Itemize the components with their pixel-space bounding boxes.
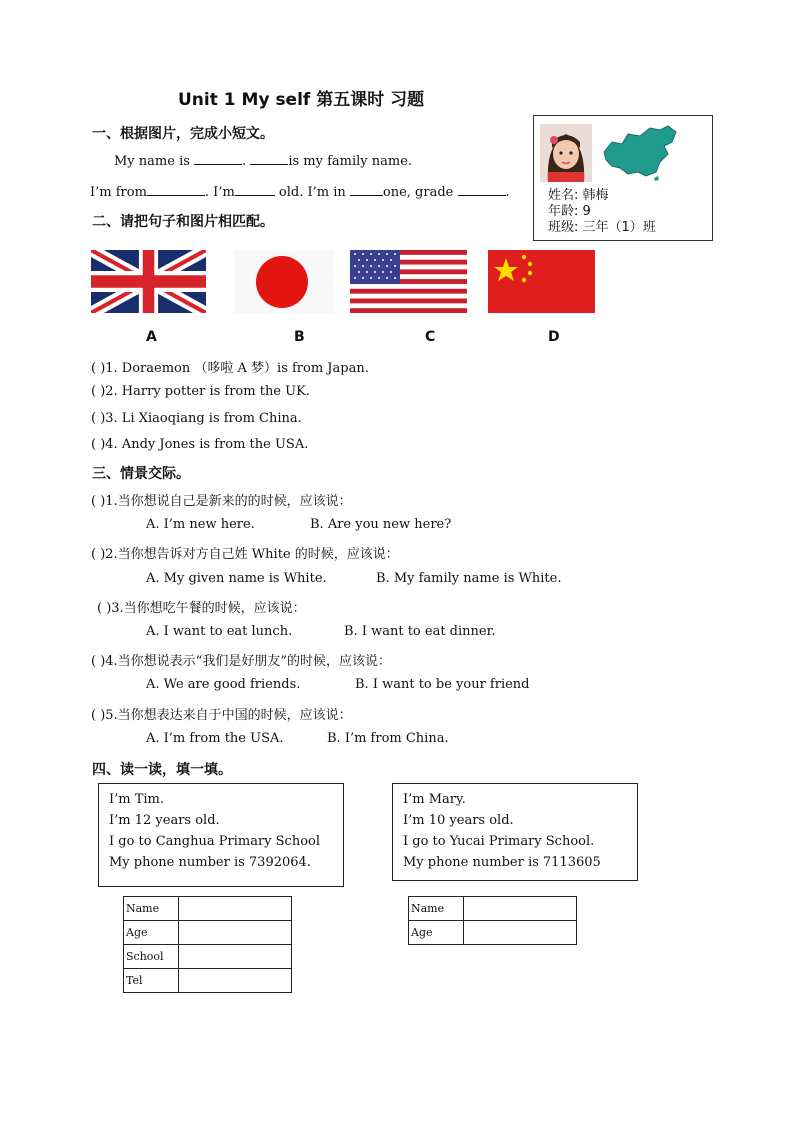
match-item-1[interactable]: ( )1. Doraemon （哆啦 A 梦）is from Japan. xyxy=(91,361,369,376)
section-3-heading: 三、情景交际。 xyxy=(92,466,190,482)
question-5[interactable]: ( )5.当你想表达来自于中国的时候，应该说： xyxy=(91,708,352,723)
question-3[interactable]: ( )3.当你想吃午餐的时候，应该说： xyxy=(97,601,306,616)
tim-line: My phone number is 7392064. xyxy=(109,855,311,870)
flag-letter-c: C xyxy=(425,329,436,345)
s1-text: My name is xyxy=(114,154,190,169)
q5-option-b: B. I’m from China. xyxy=(327,731,449,746)
s1-text: is my family name. xyxy=(288,154,413,169)
blank-field[interactable] xyxy=(194,152,242,165)
flag-letter-b: B xyxy=(294,329,305,345)
mary-fill-table xyxy=(408,896,577,945)
table-row xyxy=(124,897,292,921)
question-2[interactable]: ( )2.当你想告诉对方自己姓 White 的时候，应该说： xyxy=(91,547,399,562)
section-1-heading: 一、根据图片，完成小短文。 xyxy=(92,126,274,142)
answer-cell[interactable] xyxy=(179,945,292,969)
tim-line: I’m Tim. xyxy=(109,792,165,807)
q4-option-a: A. We are good friends. xyxy=(146,677,301,692)
q4-option-b: B. I want to be your friend xyxy=(355,677,530,692)
profile-name: 姓名: 韩梅 xyxy=(548,188,609,203)
table-label: Name xyxy=(409,897,464,921)
section-4-heading: 四、读一读，填一填。 xyxy=(92,762,232,778)
table-row xyxy=(124,969,292,993)
mary-line: I go to Yucai Primary School. xyxy=(403,834,595,849)
tim-line: I go to Canghua Primary School xyxy=(109,834,321,849)
blank-field[interactable] xyxy=(147,183,205,196)
q2-option-a: A. My given name is White. xyxy=(146,571,327,586)
s1-text: old. I’m in xyxy=(278,185,346,200)
usa-flag-icon xyxy=(350,250,467,313)
table-label: Age xyxy=(124,921,179,945)
table-label: Age xyxy=(409,921,464,945)
blank-field[interactable] xyxy=(458,183,506,196)
table-label: Tel xyxy=(124,969,179,993)
answer-cell[interactable] xyxy=(179,921,292,945)
s1-line-2 xyxy=(90,183,510,200)
table-row xyxy=(124,945,292,969)
mary-line: I’m 10 years old. xyxy=(403,813,514,828)
match-item-4[interactable]: ( )4. Andy Jones is from the USA. xyxy=(91,437,309,452)
profile-age: 年龄: 9 xyxy=(548,204,591,219)
table-row xyxy=(409,921,577,945)
question-1[interactable]: ( )1.当你想说自己是新来的的时候，应该说： xyxy=(91,494,352,509)
q3-option-b: B. I want to eat dinner. xyxy=(344,624,496,639)
blank-field[interactable] xyxy=(350,183,383,196)
answer-cell[interactable] xyxy=(464,897,577,921)
answer-cell[interactable] xyxy=(179,897,292,921)
section-2-heading: 二、请把句子和图片相匹配。 xyxy=(92,214,274,230)
q1-option-a: A. I’m new here. xyxy=(146,517,255,532)
tim-info-box xyxy=(98,783,344,887)
china-map-icon xyxy=(598,122,680,182)
tim-line: I’m 12 years old. xyxy=(109,813,220,828)
profile-card xyxy=(533,115,713,241)
match-item-2[interactable]: ( )2. Harry potter is from the UK. xyxy=(91,384,310,399)
table-row xyxy=(124,921,292,945)
q5-option-a: A. I’m from the USA. xyxy=(146,731,284,746)
profile-class: 班级: 三年（1）班 xyxy=(548,220,656,235)
s1-text: . xyxy=(505,185,510,200)
uk-flag-icon xyxy=(91,250,206,313)
match-item-3[interactable]: ( )3. Li Xiaoqiang is from China. xyxy=(91,411,302,426)
flag-letter-d: D xyxy=(548,329,560,345)
q2-option-b: B. My family name is White. xyxy=(376,571,562,586)
s1-text: . xyxy=(242,154,247,169)
girl-photo xyxy=(540,124,592,182)
q1-option-b: B. Are you new here? xyxy=(310,517,452,532)
flag-letter-a: A xyxy=(146,329,157,345)
japan-flag-icon xyxy=(234,250,334,313)
blank-field[interactable] xyxy=(250,152,288,165)
question-4[interactable]: ( )4.当你想说表示“我们是好朋友”的时候，应该说： xyxy=(91,654,391,669)
china-flag-icon xyxy=(488,250,595,313)
mary-line: My phone number is 7113605 xyxy=(403,855,601,870)
answer-cell[interactable] xyxy=(464,921,577,945)
mary-info-box xyxy=(392,783,638,881)
s1-text: . I’m xyxy=(204,185,235,200)
mary-line: I’m Mary. xyxy=(403,792,466,807)
tim-fill-table xyxy=(123,896,292,993)
answer-cell[interactable] xyxy=(179,969,292,993)
page-title: Unit 1 My self 第五课时 习题 xyxy=(178,90,425,110)
s1-line-1 xyxy=(114,152,412,169)
table-row xyxy=(409,897,577,921)
table-label: Name xyxy=(124,897,179,921)
blank-field[interactable] xyxy=(235,183,275,196)
s1-text: I’m from xyxy=(90,185,147,200)
table-label: School xyxy=(124,945,179,969)
q3-option-a: A. I want to eat lunch. xyxy=(146,624,293,639)
s1-text: one, grade xyxy=(382,185,454,200)
